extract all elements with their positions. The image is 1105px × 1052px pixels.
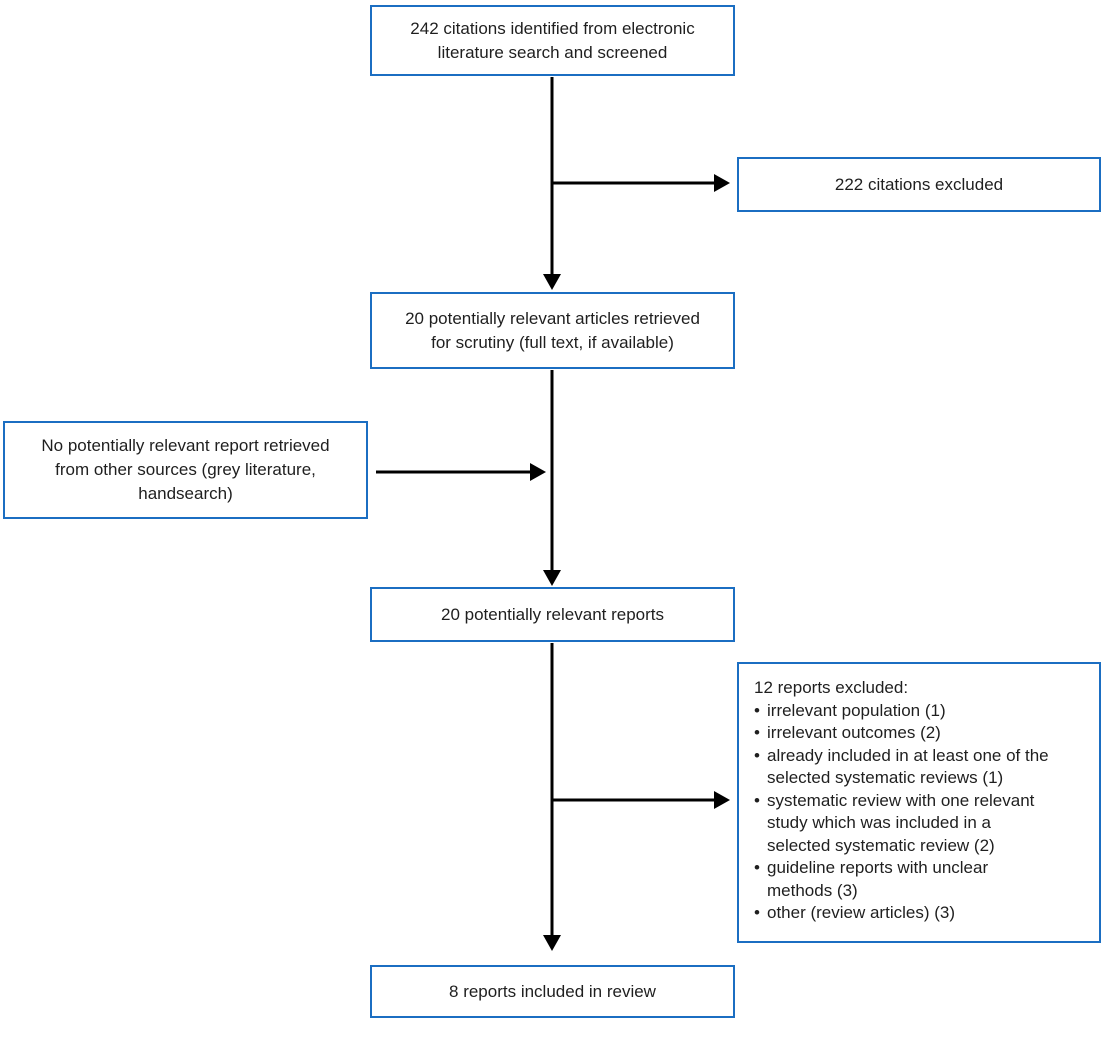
bullet-icon: • <box>754 745 760 765</box>
box-articles-retrieved-line: 20 potentially relevant articles retrieved <box>405 308 700 328</box>
excluded-reason-continuation: study which was included in a <box>767 813 991 832</box>
excluded-reason: • guideline reports with unclear <box>754 857 1091 880</box>
box-reports-included <box>370 965 735 1018</box>
excluded-reason: • already included in at least one of the <box>754 745 1091 768</box>
excluded-reason-continuation: methods (3) <box>767 880 858 900</box>
arrow-from-other-sources <box>376 463 546 481</box>
box-no-other-sources-line: handsearch) <box>138 484 233 503</box>
box-reports-excluded-heading: 12 reports excluded: <box>754 678 909 697</box>
box-articles-retrieved-line: for scrutiny (full text, if available) <box>431 332 674 352</box>
box-articles-retrieved <box>370 292 735 369</box>
arrow-reports-to-included <box>543 643 561 951</box>
bullet-icon: • <box>754 790 760 810</box>
arrow-to-reports-excluded <box>552 791 730 809</box>
box-citations-excluded-line: 222 citations excluded <box>834 174 1004 194</box>
box-citations-excluded <box>737 157 1101 212</box>
box-no-other-sources <box>3 421 368 519</box>
arrow-retrieved-to-reports <box>543 370 561 586</box>
excluded-reason: • other (review articles) (3) <box>754 902 1091 925</box>
box-relevant-reports <box>370 587 735 642</box>
box-no-other-sources-line: No potentially relevant report retrieved <box>41 436 330 455</box>
excluded-reason: • irrelevant outcomes (2) <box>754 722 1091 745</box>
bullet-icon: • <box>754 858 760 877</box>
box-citations-identified-line: 242 citations identified from electronic <box>410 18 695 38</box>
box-citations-identified-line: literature search and screened <box>437 42 668 62</box>
excluded-reason-continuation: selected systematic reviews (1) <box>767 768 1004 787</box>
arrow-identified-to-retrieved <box>543 77 561 290</box>
bullet-icon: • <box>754 903 760 922</box>
bullet-icon: • <box>754 700 760 720</box>
excluded-reason: • systematic review with one relevant <box>754 790 1091 813</box>
bullet-icon: • <box>754 723 760 742</box>
box-reports-excluded <box>737 662 1101 943</box>
box-reports-included-line: 8 reports included in review <box>449 981 656 1001</box>
box-no-other-sources-line: from other sources (grey literature, <box>55 460 316 479</box>
box-citations-identified <box>370 5 735 76</box>
box-relevant-reports-line: 20 potentially relevant reports <box>440 604 665 624</box>
excluded-reason: • irrelevant population (1) <box>754 700 1091 723</box>
excluded-reason-continuation: selected systematic review (2) <box>767 835 995 855</box>
arrow-to-citations-excluded <box>552 174 730 192</box>
